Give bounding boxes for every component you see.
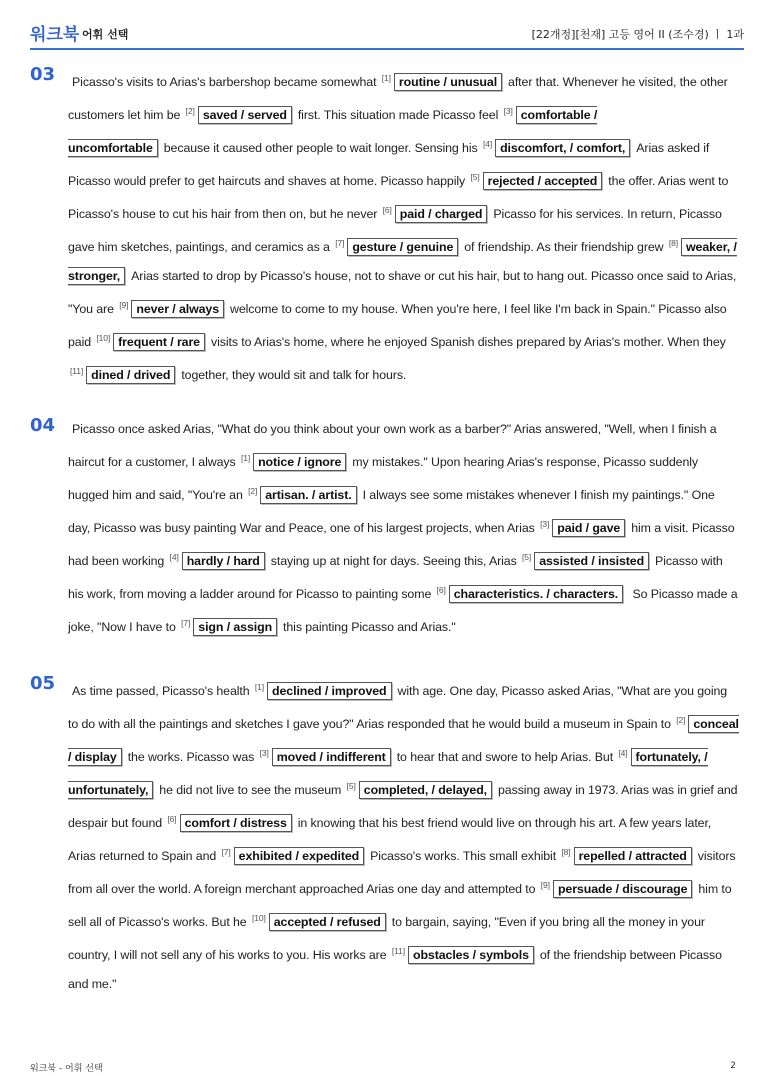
blank-number: [7] (181, 618, 191, 628)
word-choice-box[interactable]: saved / served (198, 106, 292, 124)
word-choice-box[interactable]: sign / assign (193, 618, 277, 636)
page-number: 2 (730, 1061, 736, 1071)
passage-fragment: Picasso's visits to Arias's barbershop became somewhat (72, 75, 380, 89)
page-header (30, 18, 744, 50)
blank-number: [8] (561, 847, 571, 857)
word-choice-box[interactable]: discomfort, / comfort, (495, 139, 630, 157)
word-choice-box[interactable]: gesture / genuine (347, 238, 458, 256)
passage-fragment: first. This situation made Picasso feel (297, 108, 502, 122)
blank-number: [3] (540, 519, 550, 529)
passage-section-05 (30, 673, 744, 999)
word-choice-box[interactable]: assisted / insisted (534, 552, 649, 570)
word-choice-box[interactable]: repelled / attracted (574, 847, 692, 865)
blank-number: [4] (482, 139, 493, 149)
word-choice-box[interactable]: never / always (131, 300, 224, 318)
blank-number: [10] (251, 913, 266, 923)
passage-section-03 (30, 64, 744, 390)
blank-number: [6] (167, 814, 177, 824)
passage-fragment: after that. Whenever he visited, the other customers let him be (68, 75, 728, 122)
blank-number: [4] (169, 552, 179, 562)
blank-number: [9] (540, 880, 550, 890)
passage-fragment: Picasso once asked Arias, "What do you think about your own work as a barber?" Arias answered, "Well, when I finish a haircut for a customer, I always (68, 422, 717, 469)
blank-number: [7] (335, 238, 345, 248)
passage-fragment: this painting Picasso and Arias." (283, 620, 456, 634)
blank-number: [10] (96, 333, 111, 343)
word-choice-box[interactable]: weaker, / stronger, (68, 240, 737, 283)
blank-number: [4] (618, 748, 628, 758)
passage-fragment: because it caused other people to wait longer. Sensing his (163, 141, 481, 155)
word-choice-box[interactable]: dined / drived (86, 366, 175, 384)
word-choice-box[interactable]: notice / ignore (253, 453, 346, 471)
word-choice-box[interactable]: hardly / hard (182, 552, 265, 570)
passage-fragment: to bargain, saying, "Even if you bring all the money in your country, I will not sell any of his works to you. His works are (68, 915, 705, 962)
blank-number: [9] (119, 300, 129, 310)
passage-fragment: visits to Arias's home, where he enjoyed Spanish dishes prepared by Arias's mother. When they (210, 335, 726, 349)
blank-number: [6] (436, 585, 446, 595)
passage-fragment: the works. Picasso was (127, 750, 258, 764)
passage-text (68, 64, 740, 390)
blank-number: [1] (254, 682, 265, 692)
passage-fragment: with age. One day, Picasso asked Arias, "What are you going to do with all the paintings and sketches I gave you?" Arias responded that he would build a museum in Spain to (68, 684, 728, 731)
passage-text (68, 415, 740, 642)
blank-number: [5] (470, 172, 480, 182)
passage-fragment: of the friendship between Picasso and me." (68, 948, 722, 991)
word-choice-box[interactable]: rejected / accepted (483, 172, 603, 190)
word-choice-box[interactable]: paid / charged (395, 205, 488, 223)
passage-fragment: Arias started to drop by Picasso's house, not to shave or cut his hair, but to hang out. Picasso once said to Arias, "You are (68, 269, 737, 316)
blank-number: [11] (391, 946, 405, 956)
section-number: 03 (30, 64, 56, 85)
blank-number: [5] (522, 552, 532, 562)
passage-fragment: Picasso's works. This small exhibit (370, 849, 560, 863)
passage-fragment: together, they would sit and talk for hours. (181, 368, 407, 382)
passage-section-04 (30, 415, 744, 642)
passage-fragment: welcome to come to my house. When you're here, I feel like I'm back in Spain." Picasso also paid (68, 302, 727, 349)
word-choice-box[interactable]: obstacles / symbols (408, 946, 534, 964)
word-choice-box[interactable]: comfortable / uncomfortable (68, 108, 598, 155)
blank-number: [7] (221, 847, 231, 857)
blank-number: [2] (185, 106, 195, 116)
passage-fragment: I always see some mistakes whenever I finish my paintings." One day, Picasso was busy painting War and Peace, one of his largest projects, when Arias (68, 488, 715, 535)
footer-label: 워크북 - 어휘 선택 (30, 1064, 103, 1074)
blank-number: [1] (381, 73, 391, 83)
passage-fragment: staying up at night for days. Seeing this, Arias (270, 554, 521, 568)
passage-fragment: So Picasso made a joke, "Now I have to (68, 587, 738, 634)
course-title: [22개정][천재] 고등 영어 II (조수경) ㅣ 1과 (531, 28, 744, 41)
blank-number: [8] (668, 238, 679, 248)
passage-fragment: Arias asked if Picasso would prefer to get haircuts and shaves at home. Picasso happily (68, 141, 710, 188)
blank-number: [1] (240, 453, 251, 463)
blank-number: [11] (70, 366, 84, 376)
word-choice-box[interactable]: exhibited / expedited (234, 847, 364, 865)
section-number: 05 (30, 673, 56, 694)
passage-fragment: to hear that and swore to help Arias. But (396, 750, 617, 764)
passage-fragment: As time passed, Picasso's health (72, 684, 253, 698)
blank-number: [2] (248, 486, 258, 496)
word-choice-box[interactable]: frequent / rare (113, 333, 205, 351)
word-choice-box[interactable]: artisan. / artist. (260, 486, 356, 504)
passage-fragment: my mistakes." Upon hearing Arias's response, Picasso suddenly hugged him and said, "You're an (68, 455, 698, 502)
worksheet-type: 어휘 선택 (82, 28, 129, 41)
blank-number: [6] (382, 205, 392, 215)
blank-number: [2] (676, 715, 686, 725)
passage-fragment: he did not live to see the museum (159, 783, 345, 797)
word-choice-box[interactable]: declined / improved (267, 682, 391, 700)
blank-number: [3] (503, 106, 513, 116)
word-choice-box[interactable]: comfort / distress (180, 814, 292, 832)
passage-fragment: him to sell all of Picasso's works. But he (68, 882, 732, 929)
passage-fragment: the offer. Arias went to Picasso's house to cut his hair from then on, but he never (68, 174, 729, 221)
word-choice-box[interactable]: persuade / discourage (553, 880, 692, 898)
section-number: 04 (30, 415, 56, 436)
passage-fragment: Picasso with his work, from moving a ladder around for Picasso to painting some (68, 554, 723, 601)
passage-fragment: him a visit. Picasso had been working (68, 521, 735, 568)
blank-number: [3] (259, 748, 269, 758)
word-choice-box[interactable]: conceal / display (68, 717, 739, 764)
passage-fragment: visitors from all over the world. A foreign merchant approached Arias one day and attempted to (68, 849, 736, 896)
passage-text (68, 673, 740, 999)
word-choice-box[interactable]: completed, / delayed, (359, 781, 492, 799)
word-choice-box[interactable]: moved / indifferent (272, 748, 391, 766)
workbook-brand: 워크북 (30, 25, 80, 45)
passage-fragment: in knowing that his best friend would live on through his art. A few years later, Arias returned to Spain and (68, 816, 712, 863)
passage-fragment: of friendship. As their friendship grew (464, 240, 667, 254)
word-choice-box[interactable]: accepted / refused (269, 913, 386, 931)
word-choice-box[interactable]: fortunately, / unfortunately, (68, 750, 708, 797)
blank-number: [5] (346, 781, 356, 791)
word-choice-box[interactable]: characteristics. / characters. (449, 585, 623, 603)
passage-fragment: passing away in 1973. Arias was in grief and despair but found (68, 783, 738, 830)
word-choice-box[interactable]: routine / unusual (394, 73, 502, 91)
passage-fragment: Picasso for his services. In return, Picasso gave him sketches, paintings, and ceramics as a (68, 207, 722, 254)
word-choice-box[interactable]: paid / gave (552, 519, 625, 537)
